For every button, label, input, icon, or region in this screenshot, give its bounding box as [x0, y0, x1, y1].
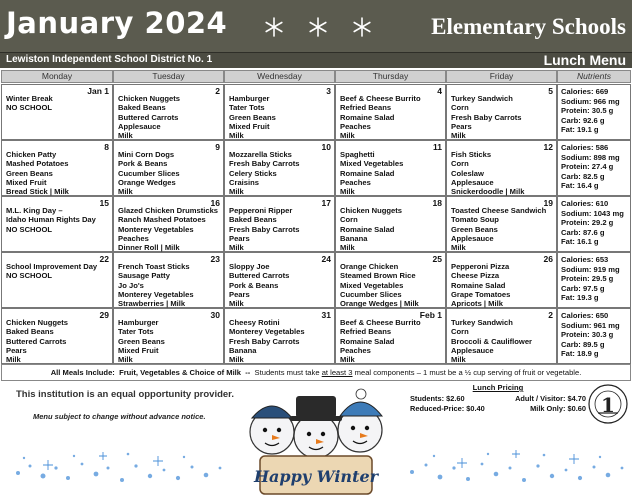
menu-item: Orange Chicken	[340, 262, 399, 271]
day-number: 12	[543, 142, 553, 152]
menu-item: Spaghetti	[340, 150, 375, 159]
nutrient-value: Fat: 16.1 g	[561, 237, 599, 246]
menu-day-cell	[224, 140, 335, 196]
menu-item: Fresh Baby Carrots	[451, 112, 522, 122]
menu-item: Milk	[340, 355, 355, 365]
menu-item: Pears	[229, 233, 250, 243]
menu-item: Glazed Chicken Drumsticks	[118, 206, 219, 215]
menu-item: Chicken Patty	[6, 150, 57, 159]
nutrients-cell	[557, 140, 631, 196]
day-number: 24	[321, 254, 331, 264]
menu-day-cell	[1, 252, 113, 308]
menu-item: Green Beans	[229, 112, 276, 122]
menu-item: Refried Beans	[340, 103, 392, 113]
menu-day-cell	[113, 308, 224, 364]
art-caption: Happy Winter	[253, 467, 379, 486]
menu-items	[118, 206, 221, 252]
happy-winter-snowmen-illustration	[232, 386, 400, 498]
menu-item: Banana	[229, 345, 257, 355]
nutrient-value: Sodium: 961 mg	[561, 320, 620, 330]
menu-item: Milk	[118, 131, 133, 141]
district-name: Lewiston Independent School District No. 1	[6, 54, 213, 65]
menu-items	[118, 318, 221, 364]
day-number: 31	[321, 310, 331, 320]
menu-item: Milk	[229, 243, 244, 253]
nutrient-value: Carb: 92.6 g	[561, 115, 605, 125]
svg-text:1: 1	[601, 393, 615, 417]
snowflakes-decoration-icon	[404, 438, 628, 488]
menu-item: Turkey Sandwich	[451, 318, 513, 327]
menu-item: Milk	[229, 299, 244, 309]
menu-day-cell	[113, 84, 224, 140]
menu-calendar	[1, 70, 631, 364]
menu-item: Coleslaw	[451, 168, 484, 178]
include-items: Fruit, Vegetables & Choice of Milk	[119, 368, 242, 377]
menu-day-cell	[446, 196, 557, 252]
menu-item: NO SCHOOL	[6, 271, 52, 281]
menu-item: Dinner Roll | Milk	[118, 243, 180, 253]
menu-items	[451, 94, 554, 140]
nutrient-value: Carb: 82.5 g	[561, 171, 605, 181]
menu-day-cell	[224, 84, 335, 140]
nutrient-value: Protein: 30.3 g	[561, 330, 614, 339]
students-price: $2.60	[446, 394, 465, 403]
page-title: January 2024	[6, 6, 228, 40]
nutrient-value: Fat: 19.3 g	[561, 293, 599, 302]
menu-item: Milk	[340, 187, 355, 197]
menu-day-cell	[335, 308, 446, 364]
menu-item: Pears	[229, 289, 250, 299]
page-header	[0, 0, 632, 52]
day-number: 29	[99, 310, 109, 320]
menu-day-cell	[335, 252, 446, 308]
menu-items	[229, 94, 332, 140]
menu-items	[118, 94, 221, 140]
snowflakes-decoration-icon	[8, 438, 228, 488]
menu-item: Chicken Nuggets	[118, 94, 181, 103]
menu-item: Milk	[451, 243, 466, 253]
day-number: Feb 1	[419, 310, 442, 320]
menu-item: Bread Stick | Milk	[6, 187, 69, 197]
menu-item: Buttered Carrots	[229, 271, 290, 281]
menu-item: Monterey Vegetables	[118, 289, 194, 299]
menu-item: Corn	[451, 103, 469, 113]
menu-day-cell	[1, 196, 113, 252]
nutrient-value: Carb: 97.5 g	[561, 283, 605, 293]
menu-day-cell	[1, 140, 113, 196]
day-number: 11	[433, 142, 442, 152]
reduced-price: $0.40	[466, 404, 485, 413]
menu-item: Applesauce	[451, 177, 494, 187]
milk-only-price: $0.60	[567, 404, 586, 413]
menu-day-cell	[335, 196, 446, 252]
menu-items	[118, 150, 221, 196]
students-label: Students:	[410, 394, 445, 403]
menu-item: Fresh Baby Carrots	[229, 159, 300, 169]
menu-item: Romaine Salad	[340, 112, 395, 122]
menu-item: Mixed Fruit	[118, 345, 159, 355]
column-header-thursday: Thursday	[335, 70, 446, 83]
menu-day-cell	[1, 308, 113, 364]
menu-item: Romaine Salad	[340, 168, 395, 178]
menu-item: Corn	[340, 215, 358, 225]
menu-items	[451, 262, 554, 308]
menu-item: Romaine Salad	[340, 224, 395, 234]
menu-item: Orange Wedges | Milk	[340, 299, 419, 309]
menu-items	[451, 206, 554, 252]
menu-item: NO SCHOOL	[6, 103, 52, 113]
nutrients-cell	[557, 308, 631, 364]
menu-item: Tomato Soup	[451, 215, 499, 225]
day-number: 17	[321, 198, 331, 208]
menu-item: Mixed Fruit	[6, 177, 47, 187]
include-rule-underlined: at least 3	[321, 368, 353, 377]
menu-items	[340, 94, 443, 140]
menu-items	[451, 318, 554, 364]
nutrient-value: Carb: 87.6 g	[561, 227, 605, 237]
menu-items	[118, 262, 221, 308]
adult-price: $4.70	[567, 394, 586, 403]
menu-item: Fresh Baby Carrots	[229, 336, 300, 346]
day-number: 10	[321, 142, 331, 152]
menu-item: Mashed Potatoes	[6, 159, 69, 169]
menu-item: Peaches	[340, 345, 371, 355]
nutrient-value: Sodium: 966 mg	[561, 96, 620, 106]
menu-item: Corn	[451, 159, 469, 169]
day-number: Jan 1	[87, 86, 109, 96]
menu-items	[229, 206, 332, 252]
district-seal-icon	[588, 384, 628, 424]
menu-item: Peaches	[340, 121, 371, 131]
menu-item: Peaches	[340, 177, 371, 187]
menu-item: Peaches	[118, 233, 149, 243]
menu-item: Ranch Mashed Potatoes	[118, 215, 206, 225]
menu-item: Romaine Salad	[340, 336, 395, 346]
nutrient-value: Fat: 19.1 g	[561, 125, 599, 134]
menu-item: Pepperoni Pizza	[451, 262, 510, 271]
menu-item: Jo Jo's	[118, 280, 144, 290]
nutrient-value: Calories: 586	[561, 143, 609, 152]
menu-item: Grape Tomatoes	[451, 289, 511, 299]
nutrient-value: Sodium: 898 mg	[561, 152, 620, 162]
menu-item: Applesauce	[451, 345, 494, 355]
menu-items	[6, 94, 110, 113]
menu-item: Apricots | Milk	[451, 299, 503, 309]
menu-item: Chicken Nuggets	[6, 318, 69, 327]
nutrients-cell	[557, 196, 631, 252]
menu-item: Steamed Brown Rice	[340, 271, 416, 281]
column-header-nutrients: Nutrients	[557, 70, 631, 83]
day-number: 5	[548, 86, 553, 96]
day-number: 19	[543, 198, 553, 208]
column-header-monday: Monday	[1, 70, 113, 83]
menu-item: Craisins	[229, 177, 259, 187]
menu-day-cell	[113, 252, 224, 308]
menu-item: Tater Tots	[229, 103, 265, 113]
menu-day-cell	[446, 308, 557, 364]
pricing-title: Lunch Pricing	[472, 383, 524, 392]
adult-label: Adult / Visitor:	[515, 394, 566, 403]
menu-item: Buttered Carrots	[6, 336, 67, 346]
menu-items	[6, 318, 110, 364]
menu-item: Orange Wedges	[118, 177, 176, 187]
menu-item: Fish Sticks	[451, 150, 492, 159]
menu-item: Baked Beans	[118, 103, 166, 113]
menu-item: Milk	[451, 131, 466, 141]
lunch-pricing	[410, 383, 586, 414]
menu-item: Pork & Beans	[229, 280, 279, 290]
include-label: All Meals Include:	[50, 368, 115, 377]
menu-item: Monterey Vegetables	[118, 224, 194, 234]
menu-item: Milk	[118, 355, 133, 365]
menu-item: Cucumber Slices	[340, 289, 402, 299]
menu-item: Baked Beans	[229, 215, 277, 225]
menu-day-cell	[335, 140, 446, 196]
menu-item: Mixed Vegetables	[340, 159, 404, 169]
menu-item: Turkey Sandwich	[451, 94, 513, 103]
menu-item: Pears	[451, 121, 472, 131]
menu-item: Refried Beans	[340, 327, 392, 337]
menu-item: Milk	[229, 131, 244, 141]
menu-item: Pears	[6, 345, 27, 355]
menu-item: Broccoli & Cauliflower	[451, 336, 533, 346]
snowflake-icon	[352, 17, 372, 37]
menu-label: Lunch Menu	[543, 52, 626, 68]
column-header-tuesday: Tuesday	[113, 70, 224, 83]
menu-item: Baked Beans	[6, 327, 54, 337]
menu-item: Idaho Human Rights Day	[6, 215, 96, 225]
menu-item: Buttered Carrots	[118, 112, 179, 122]
nutrient-value: Protein: 27.4 g	[561, 162, 614, 171]
menu-item: Beef & Cheese Burrito	[340, 318, 421, 327]
change-notice: Menu subject to change without advance notice.	[33, 412, 206, 421]
day-number: 23	[210, 254, 220, 264]
menu-item: Toasted Cheese Sandwich	[451, 206, 547, 215]
day-number: 26	[543, 254, 553, 264]
school-name: Elementary Schools	[431, 14, 626, 39]
menu-day-cell	[113, 140, 224, 196]
menu-item: Chicken Nuggets	[340, 206, 403, 215]
day-number: 4	[437, 86, 442, 96]
menu-item: Hamburger	[118, 318, 159, 327]
menu-items	[340, 150, 443, 196]
day-number: 22	[99, 254, 109, 264]
nutrient-value: Sodium: 919 mg	[561, 264, 620, 274]
subheader-bar	[0, 52, 632, 68]
include-rule-a: Students must take	[254, 368, 320, 377]
day-number: 2	[215, 86, 220, 96]
nutrient-value: Calories: 650	[561, 311, 609, 320]
menu-item: School Improvement Day	[6, 262, 98, 271]
menu-item: Corn	[451, 327, 469, 337]
menu-item: Applesauce	[451, 233, 494, 243]
nutrients-cell	[557, 252, 631, 308]
include-rule-b: meal components – 1 must be a ½ cup serving of fruit or vegetable.	[354, 368, 582, 377]
menu-items	[451, 150, 554, 196]
menu-item: M.L. King Day –	[6, 206, 63, 215]
menu-day-cell	[446, 252, 557, 308]
menu-day-cell	[224, 252, 335, 308]
menu-item: Mixed Vegetables	[340, 280, 404, 290]
menu-item: Milk	[451, 355, 466, 365]
menu-item: Milk	[118, 187, 133, 197]
day-number: 18	[432, 198, 442, 208]
menu-item: Milk	[6, 355, 21, 365]
menu-day-cell	[113, 196, 224, 252]
menu-item: Sloppy Joe	[229, 262, 270, 271]
menu-item: Cheesy Rotini	[229, 318, 280, 327]
menu-item: Winter Break	[6, 94, 53, 103]
menu-items	[6, 206, 110, 234]
nutrient-value: Calories: 610	[561, 199, 609, 208]
nutrient-value: Fat: 16.4 g	[561, 181, 599, 190]
menu-item: Romaine Salad	[451, 280, 506, 290]
menu-item: Cheese Pizza	[451, 271, 500, 281]
milk-only-label: Milk Only:	[530, 404, 566, 413]
snowflake-icon	[308, 17, 328, 37]
menu-items	[340, 262, 443, 308]
nutrient-value: Protein: 29.2 g	[561, 218, 614, 227]
nutrient-value: Fat: 18.9 g	[561, 349, 599, 358]
nutrients-cell	[557, 84, 631, 140]
menu-item: Milk	[229, 187, 244, 197]
meal-requirements	[1, 364, 631, 381]
menu-item: Beef & Cheese Burrito	[340, 94, 421, 103]
day-number: 16	[210, 198, 220, 208]
menu-day-cell	[224, 308, 335, 364]
menu-item: Fresh Baby Carrots	[229, 224, 300, 234]
nutrient-value: Calories: 669	[561, 87, 609, 96]
day-number: 8	[104, 142, 109, 152]
nutrient-value: Protein: 30.5 g	[561, 106, 614, 115]
menu-item: Mixed Fruit	[229, 121, 270, 131]
nutrient-value: Carb: 89.5 g	[561, 339, 605, 349]
menu-item: Snickerdoodle | Milk	[451, 187, 525, 197]
menu-item: Strawberries | Milk	[118, 299, 186, 309]
day-number: 2	[548, 310, 553, 320]
menu-item: Tater Tots	[118, 327, 154, 337]
menu-day-cell	[446, 84, 557, 140]
menu-item: Monterey Vegetables	[229, 327, 305, 337]
day-number: 9	[215, 142, 220, 152]
menu-item: Sausage Patty	[118, 271, 170, 281]
menu-item: French Toast Sticks	[118, 262, 190, 271]
day-number: 3	[326, 86, 331, 96]
nutrient-value: Calories: 653	[561, 255, 609, 264]
day-number: 25	[432, 254, 442, 264]
menu-items	[6, 262, 110, 281]
menu-items	[229, 150, 332, 196]
menu-item: Pork & Beans	[118, 159, 168, 169]
menu-day-cell	[446, 140, 557, 196]
menu-item: Celery Sticks	[229, 168, 277, 178]
nutrient-value: Sodium: 1043 mg	[561, 208, 624, 218]
menu-item: Green Beans	[451, 224, 498, 234]
menu-items	[340, 206, 443, 252]
menu-item: Cucumber Slices	[118, 168, 180, 178]
menu-day-cell	[335, 84, 446, 140]
menu-item: Hamburger	[229, 94, 270, 103]
menu-items	[229, 318, 332, 364]
snowflake-icon	[264, 17, 284, 37]
day-number: 30	[210, 310, 220, 320]
menu-item: Milk	[229, 355, 244, 365]
include-separator: --	[245, 368, 251, 377]
menu-item: Milk	[340, 131, 355, 141]
day-number: 15	[99, 198, 109, 208]
menu-item: Green Beans	[118, 336, 165, 346]
menu-item: Pepperoni Ripper	[229, 206, 293, 215]
menu-item: Mini Corn Dogs	[118, 150, 175, 159]
menu-item: Milk	[340, 243, 355, 253]
menu-item: Mozzarella Sticks	[229, 150, 292, 159]
menu-item: Green Beans	[6, 168, 53, 178]
menu-day-cell	[224, 196, 335, 252]
nutrient-value: Protein: 29.5 g	[561, 274, 614, 283]
menu-item: Banana	[340, 233, 368, 243]
equal-opportunity-statement: This institution is an equal opportunity provider.	[16, 389, 234, 400]
menu-items	[6, 150, 110, 196]
menu-items	[229, 262, 332, 308]
reduced-label: Reduced-Price:	[410, 404, 465, 413]
column-header-wednesday: Wednesday	[224, 70, 335, 83]
menu-item: NO SCHOOL	[6, 224, 52, 234]
menu-items	[340, 318, 443, 364]
menu-day-cell	[1, 84, 113, 140]
menu-item: Applesauce	[118, 121, 161, 131]
column-header-friday: Friday	[446, 70, 557, 83]
